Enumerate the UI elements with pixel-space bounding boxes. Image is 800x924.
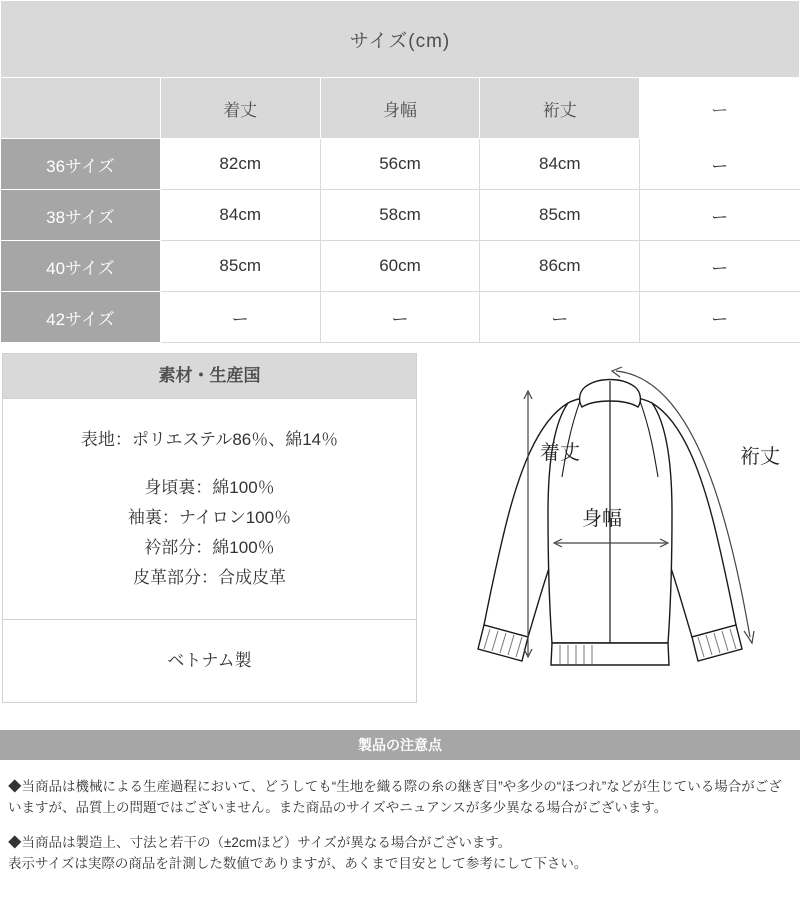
cell-38-width: 58cm (320, 190, 480, 241)
material-body (3, 398, 416, 619)
notes-title: 製品の注意点 (0, 730, 800, 760)
cell-36-sleeve: 84cm (480, 139, 640, 190)
material-line-outer: 表地：ポリエステル86％、綿14％ (80, 430, 339, 449)
note-paragraph-2: ◆当商品は製造上、寸法と若干の（±2cmほど）サイズが異なる場合がございます。 表示サイズは実際の商品を計測した数値でありますが、あくまで目安として参考にして下さい。 (8, 835, 588, 871)
cell-40-length: 85cm (160, 241, 320, 292)
cell-38-length: 84cm (160, 190, 320, 241)
cell-38-extra: ー (640, 190, 800, 241)
cell-36-length: 82cm (160, 139, 320, 190)
cell-36-width: 56cm (320, 139, 480, 190)
material-and-illustration-section (0, 343, 800, 701)
cell-42-sleeve: ー (480, 292, 640, 343)
size-table-header-row (1, 78, 800, 139)
label-width: 身幅 (582, 508, 622, 530)
size-table (0, 0, 800, 343)
garment-measurement-illustration (420, 343, 800, 701)
label-length: 着丈 (540, 442, 580, 464)
cell-36-extra: ー (640, 139, 800, 190)
column-header-width: 身幅 (320, 78, 480, 139)
label-sleeve: 裄丈 (740, 446, 780, 468)
cell-40-extra: ー (640, 241, 800, 292)
table-row (1, 139, 800, 190)
size-table-title: サイズ(cm) (1, 1, 800, 78)
cell-42-width: ー (320, 292, 480, 343)
row-header-36: 36サイズ (1, 139, 161, 190)
jacket-diagram-svg (420, 343, 800, 701)
material-line-leather: 皮革部分：合成皮革 (133, 568, 286, 587)
cell-38-sleeve: 85cm (480, 190, 640, 241)
cell-40-width: 60cm (320, 241, 480, 292)
column-header-blank (1, 78, 161, 139)
row-header-42: 42サイズ (1, 292, 161, 343)
table-row (1, 292, 800, 343)
notes-body (0, 760, 800, 874)
cell-40-sleeve: 86cm (480, 241, 640, 292)
cell-42-length: ー (160, 292, 320, 343)
column-header-extra: ー (640, 78, 800, 139)
table-row (1, 190, 800, 241)
table-row (1, 241, 800, 292)
material-origin: ベトナム製 (3, 619, 416, 702)
material-box (2, 353, 417, 703)
cell-42-extra: ー (640, 292, 800, 343)
column-header-sleeve: 裄丈 (480, 78, 640, 139)
row-header-38: 38サイズ (1, 190, 161, 241)
material-line-collar: 衿部分：綿100％ (144, 538, 275, 557)
size-table-title-row (1, 1, 800, 78)
material-title: 素材・生産国 (3, 354, 416, 398)
column-header-length: 着丈 (160, 78, 320, 139)
note-paragraph-1: ◆当商品は機械による生産過程において、どうしても“生地を織る際の糸の継ぎ目”や多少の“ほつれ”などが生じている場合がございますが、品質上の問題ではございません。また商品のサイズやニュアンスが多少異なる場合がございます。 (8, 779, 782, 815)
material-line-sleeve-lining: 袖裏：ナイロン100％ (127, 508, 292, 527)
row-header-40: 40サイズ (1, 241, 161, 292)
material-line-body-lining: 身頃裏：綿100％ (144, 478, 275, 497)
notes-section (0, 730, 800, 888)
